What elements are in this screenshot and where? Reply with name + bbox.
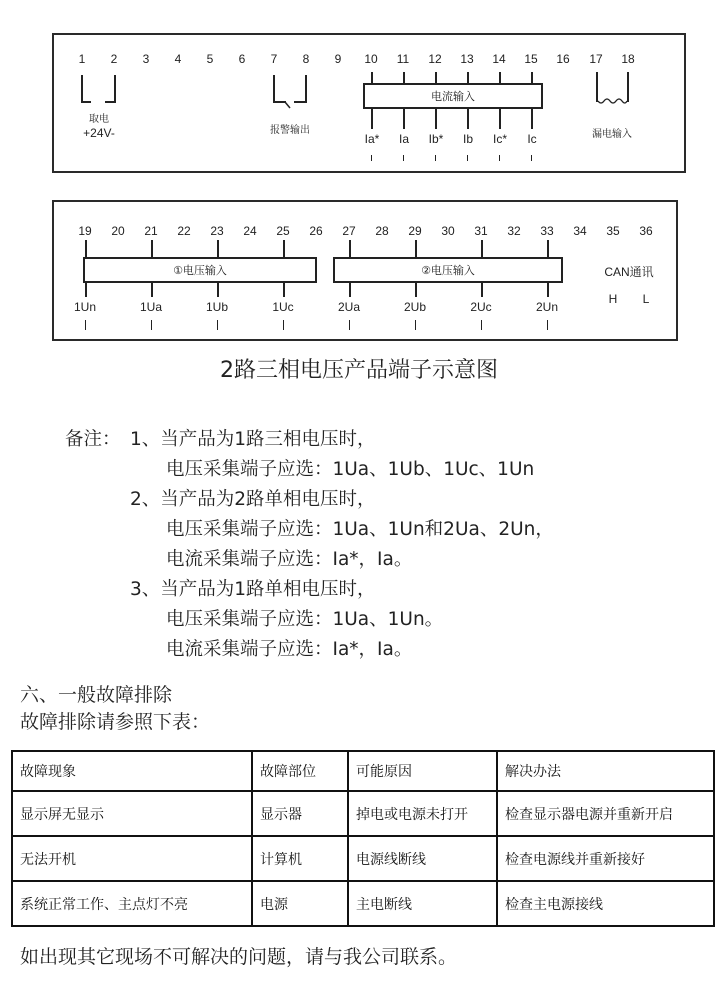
alarm-wire-7 — [273, 75, 275, 103]
table-header-cell: 故障现象 — [12, 751, 252, 791]
section-intro: 故障排除请参照下表： — [20, 711, 211, 733]
terminal-number: 20 — [111, 224, 125, 238]
current-wire-bottom — [403, 109, 405, 129]
terminal-number: 34 — [573, 224, 587, 238]
current-wire-top — [435, 72, 437, 83]
terminal-number: 27 — [342, 224, 356, 238]
note-line: 电压采集端子应选：1Ua、1Ub、1Uc、1Un — [166, 459, 535, 480]
terminal-number: 14 — [492, 52, 506, 66]
current-wire-top — [531, 72, 533, 83]
terminal-number: 9 — [334, 52, 342, 66]
current-tick — [531, 155, 532, 161]
table-cell: 检查显示器电源并重新开启 — [497, 791, 714, 836]
voltage-wire-bottom — [547, 283, 549, 297]
current-wire-bottom — [531, 109, 533, 129]
alarm-foot-8 — [294, 101, 306, 103]
voltage-terminal-label: 2Uc — [470, 300, 492, 314]
terminal-number: 7 — [270, 52, 278, 66]
table-row — [12, 836, 714, 881]
terminal-number: 10 — [364, 52, 378, 66]
diagram-caption: 2路三相电压产品端子示意图 — [220, 358, 498, 383]
terminal-number: 32 — [507, 224, 521, 238]
current-tick — [371, 155, 372, 161]
voltage-terminal-label: 1Ub — [205, 300, 229, 314]
voltage-input-2-label: ②电压输入 — [421, 264, 475, 277]
terminal-number: 26 — [309, 224, 323, 238]
table-header-row — [12, 751, 714, 791]
terminal-number: 18 — [621, 52, 635, 66]
voltage-tick — [217, 320, 218, 330]
terminal-number: 12 — [428, 52, 442, 66]
note-line: 电压采集端子应选：1Ua、1Un。 — [166, 609, 444, 630]
terminal-number: 3 — [142, 52, 150, 66]
voltage-wire-bottom — [85, 283, 87, 297]
voltage-tick — [151, 320, 152, 330]
power-voltage: +24V- — [83, 126, 115, 140]
current-terminal-label: Ia — [398, 132, 410, 146]
voltage-wire-top — [85, 240, 87, 257]
voltage-tick — [283, 320, 284, 330]
terminal-number: 2 — [110, 52, 118, 66]
table-cell: 检查电源线并重新接好 — [497, 836, 714, 881]
footer-note: 如出现其它现场不可解决的问题，请与我公司联系。 — [20, 946, 458, 968]
current-wire-bottom — [371, 109, 373, 129]
voltage-wire-bottom — [151, 283, 153, 297]
note-line: 电流采集端子应选：Ia*，Ia。 — [166, 639, 413, 660]
current-wire-bottom — [435, 109, 437, 129]
fault-table — [11, 750, 715, 927]
can-l-label: L — [642, 292, 650, 306]
notes-prefix: 备注： — [65, 429, 121, 450]
current-terminal-label: Ib — [462, 132, 474, 146]
terminal-number: 24 — [243, 224, 257, 238]
voltage-wire-top — [415, 240, 417, 257]
terminal-number: 16 — [556, 52, 570, 66]
current-input-label: 电流输入 — [431, 90, 475, 103]
current-terminal-label: Ic — [527, 132, 537, 146]
current-tick — [467, 155, 468, 161]
note-line: 3、当产品为1路单相电压时， — [130, 579, 376, 600]
table-cell: 掉电或电源未打开 — [348, 791, 497, 836]
table-cell: 电源线断线 — [348, 836, 497, 881]
current-tick — [435, 155, 436, 161]
table-cell: 无法开机 — [12, 836, 252, 881]
voltage-wire-top — [151, 240, 153, 257]
power-foot-2 — [105, 101, 115, 103]
table-cell: 计算机 — [252, 836, 348, 881]
can-h-label: H — [608, 292, 618, 306]
voltage-wire-top — [283, 240, 285, 257]
alarm-switch-icon — [284, 100, 294, 110]
current-wire-top — [499, 72, 501, 83]
terminal-number: 17 — [589, 52, 603, 66]
note-line: 电流采集端子应选：Ia*，Ia。 — [166, 549, 413, 570]
voltage-wire-bottom — [415, 283, 417, 297]
terminal-number: 25 — [276, 224, 290, 238]
voltage-terminal-label: 1Uc — [272, 300, 294, 314]
voltage-tick — [349, 320, 350, 330]
current-wire-top — [371, 72, 373, 83]
voltage-wire-bottom — [481, 283, 483, 297]
voltage-tick — [481, 320, 482, 330]
current-wire-top — [467, 72, 469, 83]
voltage-wire-bottom — [217, 283, 219, 297]
voltage-wire-top — [547, 240, 549, 257]
current-terminal-label: Ia* — [364, 132, 380, 146]
leakage-label: 漏电输入 — [592, 129, 632, 140]
note-line: 2、当产品为2路单相电压时， — [130, 489, 376, 510]
table-cell: 检查主电源接线 — [497, 881, 714, 926]
terminal-number: 8 — [302, 52, 310, 66]
section-title: 六、一般故障排除 — [20, 684, 173, 706]
terminal-number: 35 — [606, 224, 620, 238]
terminal-number: 4 — [174, 52, 182, 66]
terminal-number: 11 — [396, 52, 410, 66]
terminal-number: 29 — [408, 224, 422, 238]
current-tick — [403, 155, 404, 161]
terminal-number: 21 — [144, 224, 158, 238]
note-line: 1、当产品为1路三相电压时， — [130, 429, 376, 450]
table-row — [12, 881, 714, 926]
terminal-number: 5 — [206, 52, 214, 66]
voltage-wire-top — [217, 240, 219, 257]
voltage-tick — [415, 320, 416, 330]
can-label: CAN通讯 — [604, 265, 654, 279]
current-terminal-label: Ib* — [428, 132, 444, 146]
terminal-number: 13 — [460, 52, 474, 66]
table-cell: 显示器 — [252, 791, 348, 836]
terminal-number: 19 — [78, 224, 92, 238]
voltage-wire-bottom — [349, 283, 351, 297]
alarm-label: 报警输出 — [270, 125, 310, 136]
current-tick — [499, 155, 500, 161]
table-header-cell: 解决办法 — [497, 751, 714, 791]
table-cell: 电源 — [252, 881, 348, 926]
power-foot-1 — [81, 101, 91, 103]
voltage-terminal-label: 1Un — [73, 300, 97, 314]
terminal-number: 33 — [540, 224, 554, 238]
table-cell: 主电断线 — [348, 881, 497, 926]
voltage-tick — [547, 320, 548, 330]
terminal-number: 30 — [441, 224, 455, 238]
voltage-terminal-label: 2Ua — [337, 300, 361, 314]
alarm-wire-8 — [305, 75, 307, 103]
table-header-cell: 故障部位 — [252, 751, 348, 791]
voltage-wire-top — [349, 240, 351, 257]
terminal-number: 6 — [238, 52, 246, 66]
terminal-number: 36 — [639, 224, 653, 238]
voltage-wire-top — [481, 240, 483, 257]
current-wire-top — [403, 72, 405, 83]
power-label: 取电 — [89, 114, 109, 125]
terminal-number: 22 — [177, 224, 191, 238]
terminal-number: 1 — [78, 52, 86, 66]
current-input-block — [363, 83, 543, 109]
table-row — [12, 791, 714, 836]
voltage-input-2-block — [333, 257, 563, 283]
table-cell: 显示屏无显示 — [12, 791, 252, 836]
voltage-input-1-label: ①电压输入 — [173, 264, 227, 277]
voltage-terminal-label: 2Ub — [403, 300, 427, 314]
table-cell: 系统正常工作、主点灯不亮 — [12, 881, 252, 926]
terminal-number: 31 — [474, 224, 488, 238]
voltage-input-1-block — [83, 257, 317, 283]
current-terminal-label: Ic* — [492, 132, 508, 146]
power-wire-1 — [81, 75, 83, 103]
leakage-coil-icon — [597, 98, 629, 106]
current-wire-bottom — [499, 109, 501, 129]
current-wire-bottom — [467, 109, 469, 129]
note-line: 电压采集端子应选：1Ua、1Un和2Ua、2Un， — [166, 519, 554, 540]
voltage-terminal-label: 2Un — [535, 300, 559, 314]
voltage-wire-bottom — [283, 283, 285, 297]
table-header-cell: 可能原因 — [348, 751, 497, 791]
voltage-terminal-label: 1Ua — [139, 300, 163, 314]
voltage-tick — [85, 320, 86, 330]
terminal-number: 23 — [210, 224, 224, 238]
terminal-number: 15 — [524, 52, 538, 66]
power-wire-2 — [114, 75, 116, 103]
terminal-number: 28 — [375, 224, 389, 238]
